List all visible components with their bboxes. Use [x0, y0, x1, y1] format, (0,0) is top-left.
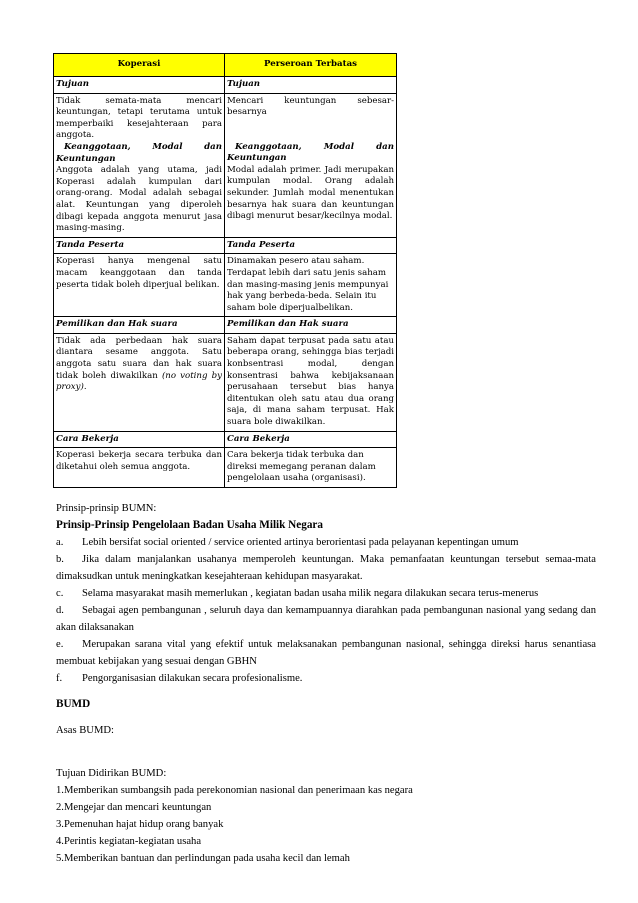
header-koperasi: Koperasi — [54, 54, 225, 77]
table-row — [54, 431, 397, 448]
section-title-right: Pemilikan dan Hak suara — [225, 317, 397, 334]
cell-text: Tidak semata-mata mencari keuntungan, tetapi terutama untuk memperbaiki kesejahteraan para anggota. — [56, 95, 222, 141]
asas-label: Asas BUMD: — [56, 725, 114, 736]
list-item-text: Lebih bersifat social oriented / service oriented artinya berorientasi pada pelayanan kepentingan umum — [82, 537, 519, 548]
cell-text: Tidak ada perbedaan hak suara diantara sesame anggota. Satu anggota satu suara dan hak suara tidak boleh diwakilkan — [56, 335, 222, 381]
table-cell-left — [54, 448, 225, 488]
list-item-text: Jika dalam manjalankan usahanya memperoleh keuntungan. Maka pemanfaatan keuntungan tersebut semaa-mata dimaksudkan untuk meningkatkan kesejahteraan kehidupan masyarakat. — [56, 554, 596, 582]
table-cell-left — [54, 333, 225, 431]
list-item-text: Merupakan sarana vital yang efektif untuk melaksanakan pembangunan nasional, sehingga direksi harus senantiasa membuat kebijakan yang sesuai dengan GBHN — [56, 639, 596, 667]
list-marker: c. — [56, 588, 64, 599]
table-header-row — [54, 54, 397, 77]
document-body — [56, 500, 596, 867]
table-row — [54, 237, 397, 254]
cell-text: Koperasi hanya mengenal satu macam keanggotaan dan tanda peserta tidak boleh diperjual belikan. — [56, 256, 222, 290]
table-row — [54, 448, 397, 488]
section-title-left: Pemilikan dan Hak suara — [54, 317, 225, 334]
list-item — [56, 636, 596, 670]
section-heading: Prinsip-Prinsip Pengelolaan Badan Usaha Milik Negara — [56, 519, 323, 531]
list-item-text: Sebagai agen pembangunan , seluruh daya dan kemampuannya diarahkan pada pembangunan nasional yang sedang dan akan dilaksanakan — [56, 605, 596, 633]
table-cell-left — [54, 93, 225, 237]
list-item: 3.Pemenuhan hajat hidup orang banyak — [56, 819, 224, 830]
list-item — [56, 551, 596, 585]
table-cell-right — [225, 254, 397, 317]
table-row — [54, 317, 397, 334]
cell-italic-note: (no voting by proxy). — [56, 370, 222, 393]
section-title-right: Tanda Peserta — [225, 237, 397, 254]
tujuan-title: Tujuan Didirikan BUMD: — [56, 768, 167, 779]
intro-text: Prinsip-prinsip BUMN: — [56, 503, 157, 514]
list-item: 2.Mengejar dan mencari keuntungan — [56, 802, 212, 813]
table-row — [54, 254, 397, 317]
cell-text: Anggota adalah yang utama, jadi Koperasi adalah kumpulan dari orang-orang. Modal adalah sebagai alat. Keuntungan yang diperoleh dibagi kepada anggota menurut jasa masing-masing. — [56, 165, 222, 234]
list-item: 4.Perintis kegiatan-kegiatan usaha — [56, 836, 202, 847]
table-row — [54, 93, 397, 237]
table-row — [54, 77, 397, 94]
header-perseroan-terbatas: Perseroan Terbatas — [225, 54, 397, 77]
list-item — [56, 585, 596, 602]
cell-text: Koperasi bekerja secara terbuka dan diketahui oleh semua anggota. — [56, 450, 222, 472]
section-title-left: Tujuan — [54, 77, 225, 94]
table-cell-right — [225, 333, 397, 431]
list-marker: f. — [56, 673, 63, 684]
list-item — [56, 602, 596, 636]
list-marker: e. — [56, 639, 64, 650]
cell-text: Cara bekerja tidak terbuka dan direksi memegang peranan dalam pengelolaan usaha (organisasi). — [227, 450, 376, 484]
list-item — [56, 670, 596, 687]
list-item: 1.Memberikan sumbangsih pada perekonomian nasional dan penerimaan kas negara — [56, 785, 413, 796]
list-marker: d. — [56, 605, 64, 616]
section-title-right: Cara Bekerja — [225, 431, 397, 448]
list-marker: a. — [56, 537, 64, 548]
table-row — [54, 333, 397, 431]
cell-text: Mencari keuntungan sebesar-besarnya — [227, 95, 394, 118]
cell-text: Modal adalah primer. Jadi merupakan kumpulan modal. Orang adalah sekunder. Jumlah modal menentukan besarnya hak suara dan keuntungan dibagi menurut besar/kecilnya modal. — [227, 164, 394, 222]
section-title-left: Tanda Peserta — [54, 237, 225, 254]
comparison-table — [53, 53, 397, 488]
table-cell-right — [225, 93, 397, 237]
cell-subheading: Keanggotaan, Modal dan Keuntungan — [227, 141, 394, 164]
table-cell-left — [54, 254, 225, 317]
cell-text: Dinamakan pesero atau saham. Terdapat lebih dari satu jenis saham dan masing-masing jenis mempunyai hak yang berbeda-beda. Selain itu saham bole diperjualbelikan. — [227, 256, 389, 313]
section-title-right: Tujuan — [225, 77, 397, 94]
list-item: 5.Memberikan bantuan dan perlindungan pada usaha kecil dan lemah — [56, 853, 350, 864]
cell-subheading: Keanggotaan, Modal dan Keuntungan — [56, 141, 222, 164]
list-item-text: Selama masyarakat masih memerlukan , kegiatan badan usaha milik negara dilakukan secara terus-menerus — [82, 588, 539, 599]
table-cell-right — [225, 448, 397, 488]
list-item — [56, 534, 596, 551]
list-marker: b. — [56, 554, 64, 565]
list-item-text: Pengorganisasian dilakukan secara profesionalisme. — [82, 673, 303, 684]
section-title-left: Cara Bekerja — [54, 431, 225, 448]
bumd-heading: BUMD — [56, 698, 91, 710]
cell-text: Saham dapat terpusat pada satu atau beberapa orang, sehingga bias terjadi konbsentrasi modal, dengan konsentrasi bahwa kebijaksanaan perusahaan tersebut bias hanya ditentukan oleh satu atau dua orang saja, di mana saham terpusat. Hak suara bole diwakilkan. — [227, 335, 394, 428]
